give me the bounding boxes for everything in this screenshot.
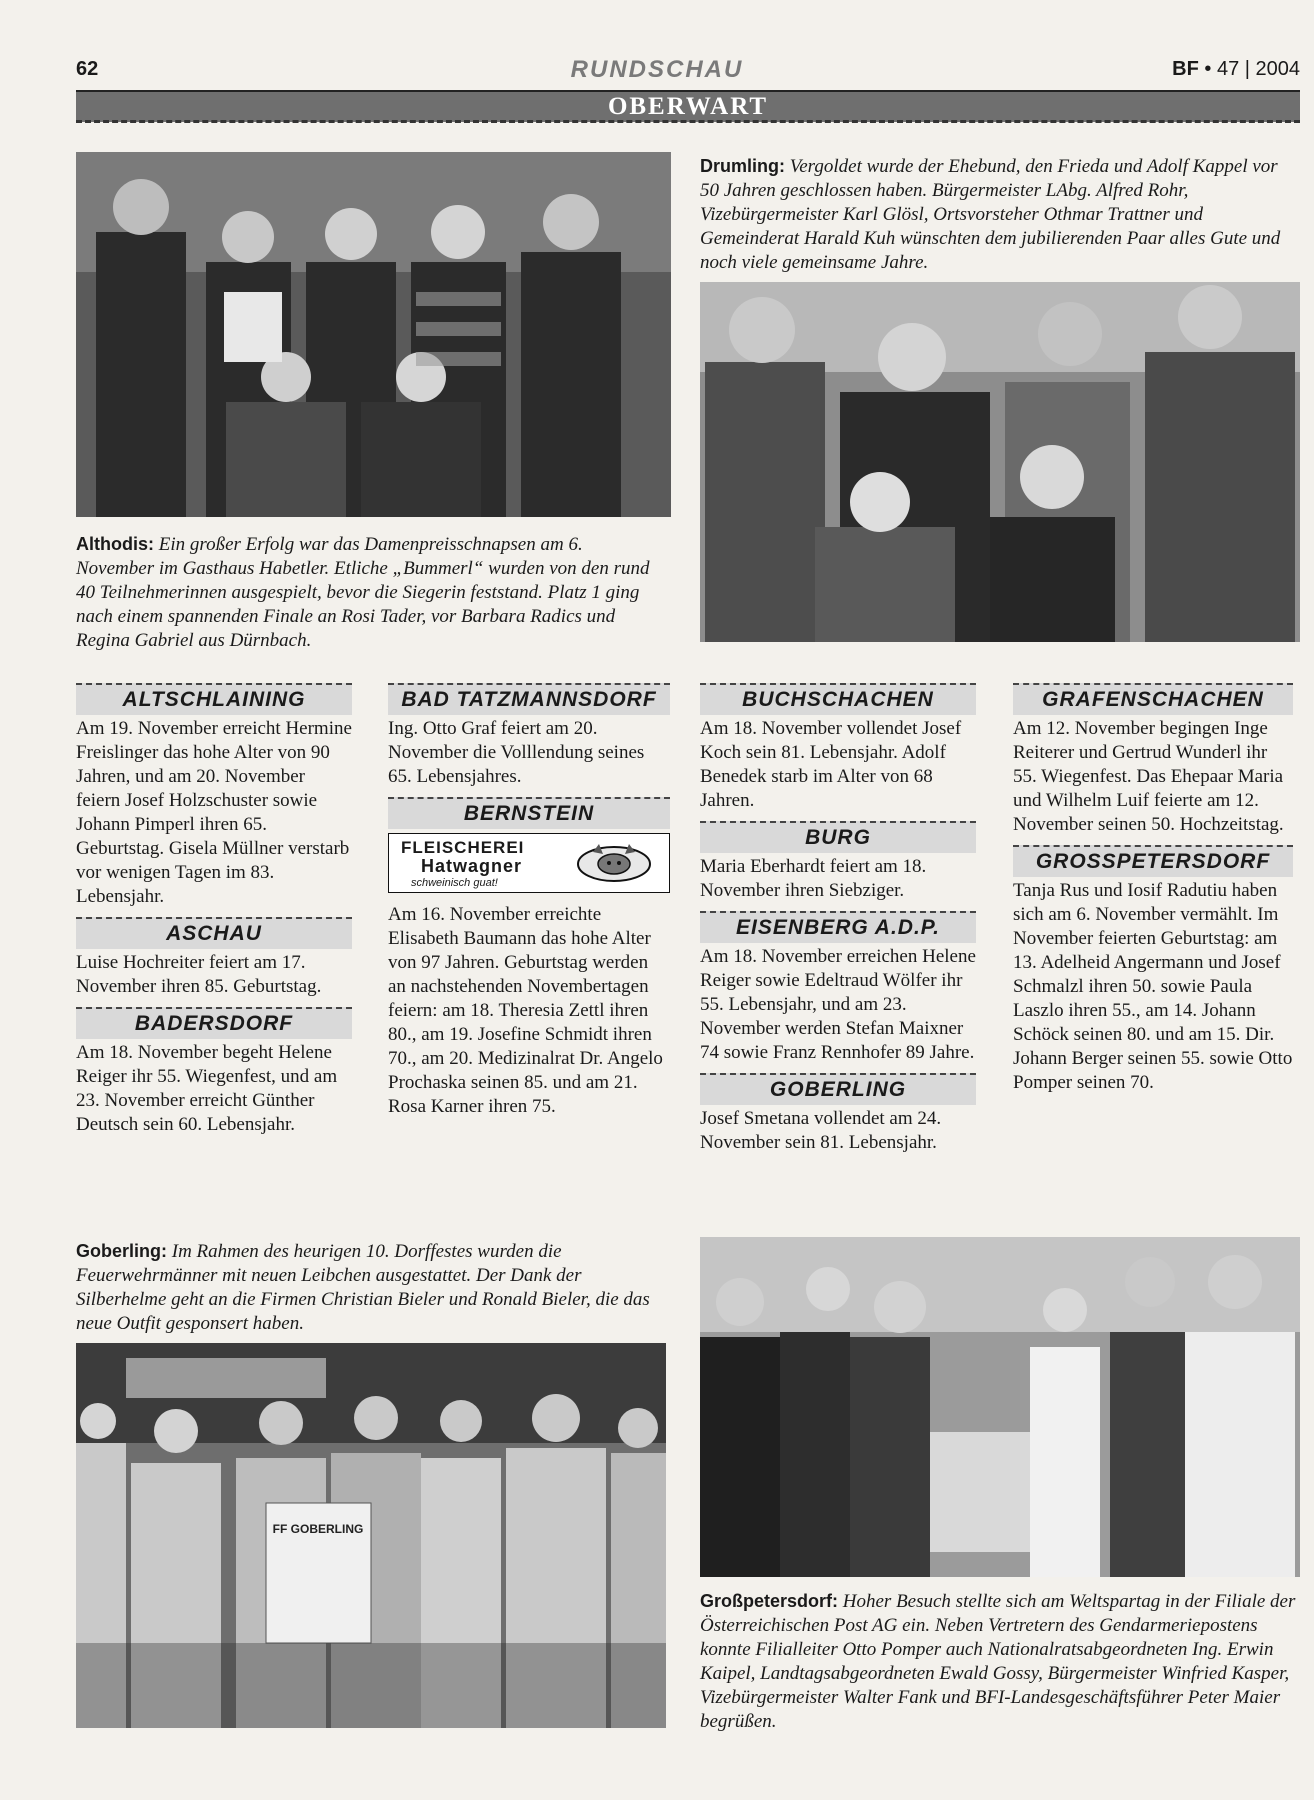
- photo-grosspetersdorf-graphic: [700, 1237, 1300, 1577]
- text-badersdorf: Am 18. November begeht Helene Reiger ihr 55. Wiegenfest, und am 23. November erreicht Günther Deutsch sein 60. Lebensjahr.: [76, 1042, 338, 1135]
- tshirt-text: FF GOBERLING: [272, 1522, 364, 1536]
- page-number: 62: [76, 58, 99, 80]
- pig-icon: [573, 842, 655, 884]
- photo-grosspetersdorf: [700, 1237, 1300, 1577]
- column-2: [388, 683, 670, 1127]
- text-goberling: Josef Smetana vollendet am 24. November sein 81. Lebensjahr.: [700, 1108, 942, 1153]
- heading-goberling: GOBERLING: [700, 1073, 976, 1105]
- column-4: [1013, 683, 1293, 1103]
- heading-grosspetersdorf: GROSSPETERSDORF: [1013, 845, 1293, 877]
- heading-burg: BURG: [700, 821, 976, 853]
- text-aschau: Luise Hochreiter feiert am 17. November ihren 85. Geburtstag.: [76, 952, 322, 997]
- text-eisenberg: Am 18. November erreichen Helene Reiger sowie Edeltraud Wölfer ihr 55. Lebensjahr, und am 23. November werden Stefan Maixner 74 sowie Franz Rennhofer 89 Jahre.: [700, 946, 976, 1063]
- caption-goberling-place: Goberling:: [76, 1241, 167, 1261]
- photo-goberling-graphic: [76, 1343, 666, 1728]
- caption-grosspetersdorf-text: Hoher Besuch stellte sich am Weltspartag in der Filiale der Österreichischen Post AG ein. Neben Vertretern des Gendarmeriepostens konnte Filialleiter Otto Pomper auch Nationalratsabgeordneten Ing. Erwin Kaipel, Landtagsabgeordneten Ewald Gossy, Bürgermeister Winfried Kasper, Vizebürgermeister Walter Fank und BFI-Landesgeschäftsführer Peter Maier begrüßen.: [700, 1591, 1296, 1732]
- caption-althodis: [76, 533, 661, 653]
- text-burg: Maria Eberhardt feiert am 18. November ihren Siebziger.: [700, 856, 927, 901]
- text-bad-tatzmannsdorf: Ing. Otto Graf feiert am 20. November die Volllendung seines 65. Lebensjahres.: [388, 718, 645, 787]
- caption-drumling: [700, 155, 1300, 275]
- column-1: [76, 683, 352, 1145]
- photo-drumling: [700, 282, 1300, 642]
- caption-goberling-text: Im Rahmen des heurigen 10. Dorffestes wurden die Feuerwehrmänner mit neuen Leibchen ausgestattet. Der Dank der Silberhelme geht an die Firmen Christian Bieler und Ronald Bieler, die das neue Outfit gesponsert haben.: [76, 1241, 650, 1334]
- publication-name: BF: [1172, 58, 1199, 80]
- caption-drumling-text: Vergoldet wurde der Ehebund, den Frieda und Adolf Kappel vor 50 Jahren geschlossen haben. Bürgermeister LAbg. Alfred Rohr, Vizebürgermeister Karl Glösl, Ortsvorsteher Othmar Trattner und Gemeinderat Harald Kuh wünschten dem jubilierenden Paar alles Gute und noch viele gemeinsame Jahre.: [700, 156, 1281, 273]
- caption-grosspetersdorf: [700, 1590, 1300, 1734]
- column-3: [700, 683, 976, 1163]
- caption-drumling-place: Drumling:: [700, 156, 785, 176]
- ad-name-line2: Hatwagner: [421, 856, 523, 876]
- text-buchschachen: Am 18. November vollendet Josef Koch sein 81. Lebensjahr. Adolf Benedek starb im Alter von 68 Jahren.: [700, 718, 962, 811]
- heading-altschlaining: ALTSCHLAINING: [76, 683, 352, 715]
- caption-althodis-place: Althodis:: [76, 534, 154, 554]
- caption-grosspetersdorf-place: Großpetersdorf:: [700, 1591, 839, 1611]
- text-altschlaining: Am 19. November erreicht Hermine Freislinger das hohe Alter von 90 Jahren, und am 20. November feiern Josef Holzschuster sowie Johann Pimperl ihren 65. Geburtstag. Gisela Müllner verstarb vor wenigen Tagen im 83. Lebensjahr.: [76, 718, 352, 907]
- ad-slogan: schweinisch guat!: [411, 877, 498, 889]
- photo-drumling-graphic: [700, 282, 1300, 642]
- heading-badersdorf: BADERSDORF: [76, 1007, 352, 1039]
- photo-althodis: [76, 152, 671, 517]
- heading-buchschachen: BUCHSCHACHEN: [700, 683, 976, 715]
- text-grosspetersdorf: Tanja Rus und Iosif Radutiu haben sich am 6. November vermählt. Im November feierten Geburtstag: am 13. Adelheid Angermann und Josef Schmalzl ihren 50. sowie Paula Laszlo ihren 55., am 14. Johann Schöck seinen 80. und am 15. Dir. Johann Berger seinen 55. sowie Otto Pomper seinen 70.: [1013, 880, 1293, 1093]
- header-divider: [76, 120, 1300, 123]
- heading-bernstein: BERNSTEIN: [388, 797, 670, 829]
- photo-althodis-graphic: [76, 152, 671, 517]
- photo-goberling: [76, 1343, 666, 1728]
- ad-fleischerei[interactable]: [388, 833, 670, 893]
- issue-number: 47 | 2004: [1216, 58, 1300, 80]
- caption-goberling: [76, 1240, 666, 1336]
- issue-info: BF • 47 | 2004: [1172, 58, 1300, 80]
- text-grafenschachen: Am 12. November begingen Inge Reiterer und Gertrud Wunderl ihr 55. Wiegenfest. Das Ehepaar Maria und Wilhelm Luif feierte am 12. November seinen 50. Hochzeitstag.: [1013, 718, 1284, 835]
- caption-althodis-text: Ein großer Erfolg war das Damenpreisschnapsen am 6. November im Gasthaus Habetler. Etliche „Bummerl“ wurden von den rund 40 Teilnehmerinnen ausgespielt, bevor die Siegerin feststand. Platz 1 ging nach einem spannenden Finale an Rosi Tader, vor Barbara Radics und Regina Gabriel aus Dürnbach.: [76, 534, 650, 651]
- text-bernstein: Am 16. November erreichte Elisabeth Baumann das hohe Alter von 97 Jahren. Geburtstag werden an nachstehenden Novembertagen feiern: am 18. Theresia Zettl ihren 80., am 19. Josefine Schmidt ihren 70., am 20. Medizinalrat Dr. Angelo Prochaska seinen 85. und am 21. Rosa Karner ihren 75.: [388, 904, 663, 1117]
- magazine-title: RUNDSCHAU: [570, 56, 744, 83]
- heading-eisenberg: EISENBERG A.D.P.: [700, 911, 976, 943]
- heading-aschau: ASCHAU: [76, 917, 352, 949]
- heading-grafenschachen: GRAFENSCHACHEN: [1013, 683, 1293, 715]
- heading-bad-tatzmannsdorf: BAD TATZMANNSDORF: [388, 683, 670, 715]
- section-title: OBERWART: [76, 90, 1300, 122]
- ad-name-line1: FLEISCHEREI: [401, 838, 525, 857]
